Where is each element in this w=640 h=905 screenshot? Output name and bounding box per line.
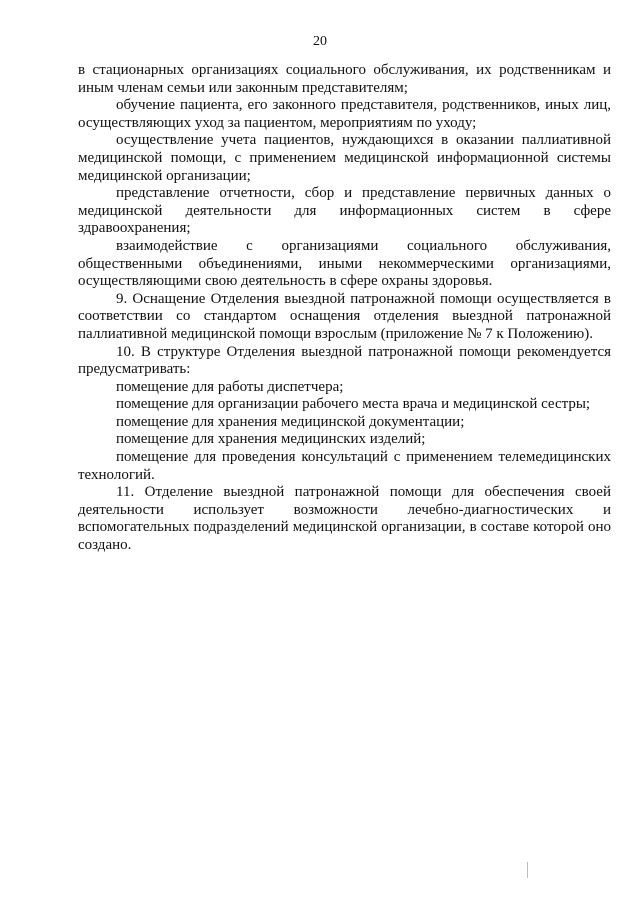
list-item: помещение для организации рабочего места врача и медицинской сестры;	[116, 396, 591, 413]
scan-artifact	[527, 862, 528, 878]
paragraph: в стационарных организациях социального обслуживания, их родственникам и иным членам семьи или законным представителям;	[78, 62, 611, 96]
page-number: 20	[313, 34, 327, 49]
list-item: помещение для хранения медицинской документации;	[116, 413, 465, 430]
paragraph: обучение пациента, его законного представителя, родственников, иных лиц, осуществляющих уход за пациентом, мероприятиям по уходу;	[78, 97, 611, 131]
paragraph: 10. В структуре Отделения выездной патронажной помощи рекомендуется предусматривать:	[78, 343, 611, 378]
paragraph: 9. Оснащение Отделения выездной патронажной помощи осуществляется в соответствии со стандартом оснащения отделения выездной патронажной паллиативной медицинской помощи взрослым (приложение № 7 к Положению).	[78, 290, 611, 342]
list-item: помещение для работы диспетчера;	[116, 378, 344, 395]
paragraph: взаимодействие с организациями социального обслуживания, общественными объединениями, иными некоммерческими организациями, осуществляющими свою деятельность в сфере охраны здоровья.	[78, 237, 611, 290]
list-item: помещение для проведения консультаций с применением телемедицинских технологий.	[78, 449, 611, 483]
paragraph: представление отчетности, сбор и представление первичных данных о медицинской деятельности для информационных систем в сфере здравоохранения;	[78, 185, 611, 237]
list-item: помещение для хранения медицинских изделий;	[116, 431, 426, 448]
paragraph: осуществление учета пациентов, нуждающихся в оказании паллиативной медицинской помощи, с применением медицинской информационной системы медицинской организации;	[78, 132, 611, 184]
paragraph: 11. Отделение выездной патронажной помощи для обеспечения своей деятельности использует возможности лечебно-диагностических и вспомогательных подразделений медицинской организации, в составе которой оно создано.	[78, 484, 611, 554]
document-body	[78, 62, 611, 555]
